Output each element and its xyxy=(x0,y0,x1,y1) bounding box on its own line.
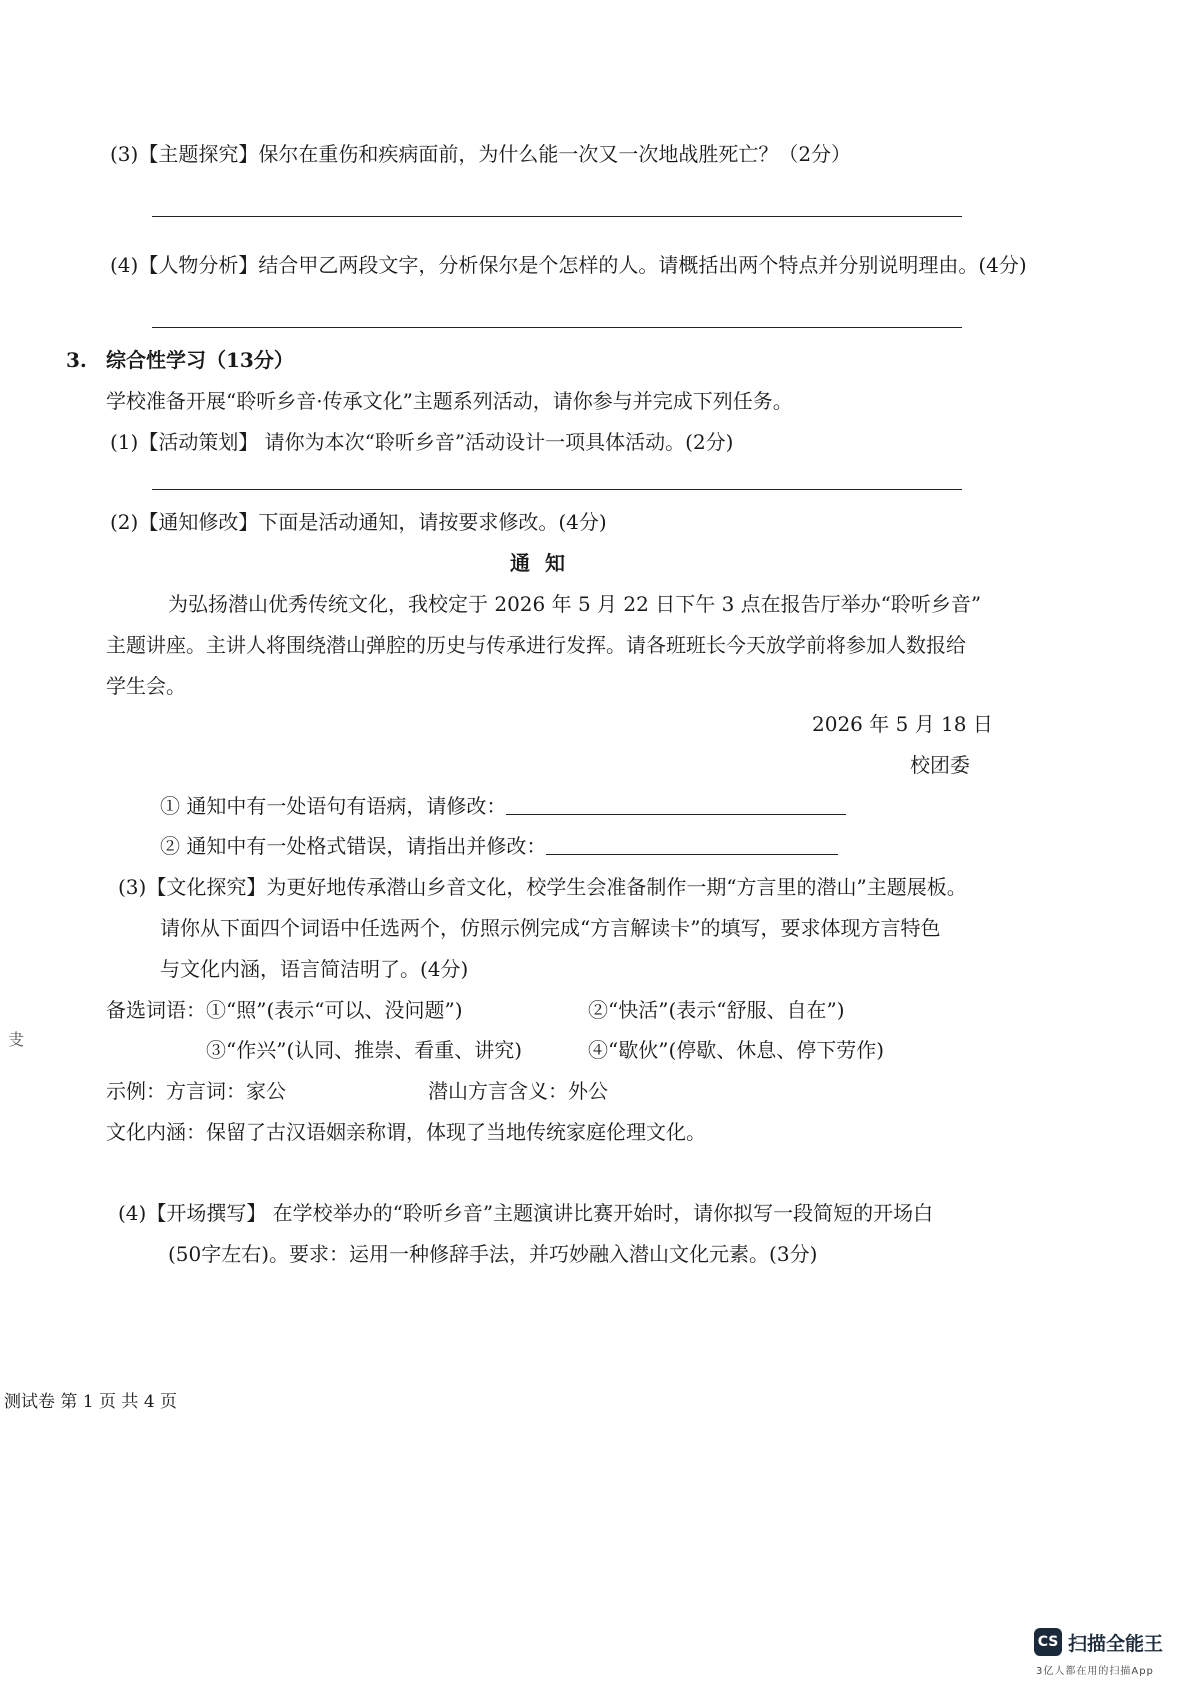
subquestion-2-label: ② 通知中有一处格式错误，请指出并修改： xyxy=(160,834,547,858)
scanner-watermark xyxy=(1034,1628,1163,1656)
page-footer: 测试卷 第 1 页 共 4 页 xyxy=(4,1392,178,1412)
task-1-prompt: (1)【活动策划】 请你为本次“聆听乡音”活动设计一项具体活动。(2分) xyxy=(110,430,734,454)
answer-line-q4[interactable] xyxy=(152,327,962,328)
answer-blank-sub-2[interactable] xyxy=(546,832,838,855)
section-number: 3. xyxy=(66,348,87,372)
subquestion-2 xyxy=(160,832,838,860)
candidate-words-label: 备选词语： xyxy=(106,998,206,1022)
camscanner-logo-icon: CS xyxy=(1034,1628,1062,1656)
margin-mark: 叏 xyxy=(8,1030,25,1049)
answer-blank-sub-1[interactable] xyxy=(506,792,846,815)
subquestion-1-label: ① 通知中有一处语句有语病，请修改： xyxy=(160,794,507,818)
example-meaning: 潜山方言含义：外公 xyxy=(428,1079,608,1103)
watermark-app-name: 扫描全能王 xyxy=(1068,1632,1164,1655)
section-intro: 学校准备开展“聆听乡音·传承文化”主题系列活动，请你参与并完成下列任务。 xyxy=(106,389,793,413)
example-culture: 文化内涵：保留了古汉语姻亲称谓，体现了当地传统家庭伦理文化。 xyxy=(106,1120,706,1144)
notice-line-1: 为弘扬潜山优秀传统文化，我校定于 2026 年 5 月 22 日下午 3 点在报告厅举办“聆听乡音” xyxy=(168,592,982,616)
answer-line-q3[interactable] xyxy=(152,216,962,217)
candidate-word-1: ①“照”(表示“可以、没问题”) xyxy=(206,998,463,1022)
task-3-line-3: 与文化内涵，语言简洁明了。(4分) xyxy=(160,957,469,981)
notice-date: 2026 年 5 月 18 日 xyxy=(812,712,993,736)
section-title: 综合性学习（13分） xyxy=(106,348,294,372)
notice-line-3: 学生会。 xyxy=(106,674,186,698)
subquestion-1 xyxy=(160,792,846,820)
answer-line-task-1[interactable] xyxy=(152,489,962,490)
task-4-line-2: (50字左右)。要求：运用一种修辞手法，并巧妙融入潜山文化元素。(3分) xyxy=(168,1242,818,1266)
notice-title: 通 知 xyxy=(510,551,569,575)
question-3-prompt: (3)【主题探究】保尔在重伤和疾病面前，为什么能一次又一次地战胜死亡？（2分） xyxy=(110,142,852,166)
notice-line-2: 主题讲座。主讲人将围绕潜山弹腔的历史与传承进行发挥。请各班班长今天放学前将参加人数报给 xyxy=(106,633,966,657)
task-2-prompt: (2)【通知修改】下面是活动通知，请按要求修改。(4分) xyxy=(110,510,607,534)
task-3-line-1: (3)【文化探究】为更好地传承潜山乡音文化，校学生会准备制作一期“方言里的潜山”主题展板。 xyxy=(118,875,967,899)
candidate-word-2: ②“快活”(表示“舒服、自在”) xyxy=(588,998,845,1022)
example-dialect-word: 示例：方言词：家公 xyxy=(106,1079,286,1103)
task-3-line-2: 请你从下面四个词语中任选两个，仿照示例完成“方言解读卡”的填写，要求体现方言特色 xyxy=(160,916,941,940)
notice-signer: 校团委 xyxy=(910,753,970,777)
question-4-prompt: (4)【人物分析】结合甲乙两段文字，分析保尔是个怎样的人。请概括出两个特点并分别说明理由。(4分) xyxy=(110,253,1027,277)
watermark-tagline: 3亿人都在用的扫描App xyxy=(1036,1666,1154,1677)
candidate-word-3: ③“作兴”(认同、推崇、看重、讲究) xyxy=(206,1038,523,1062)
task-4-line-1: (4)【开场撰写】 在学校举办的“聆听乡音”主题演讲比赛开始时，请你拟写一段简短的开场白 xyxy=(118,1201,934,1225)
candidate-word-4: ④“歇伙”(停歇、休息、停下劳作) xyxy=(588,1038,885,1062)
